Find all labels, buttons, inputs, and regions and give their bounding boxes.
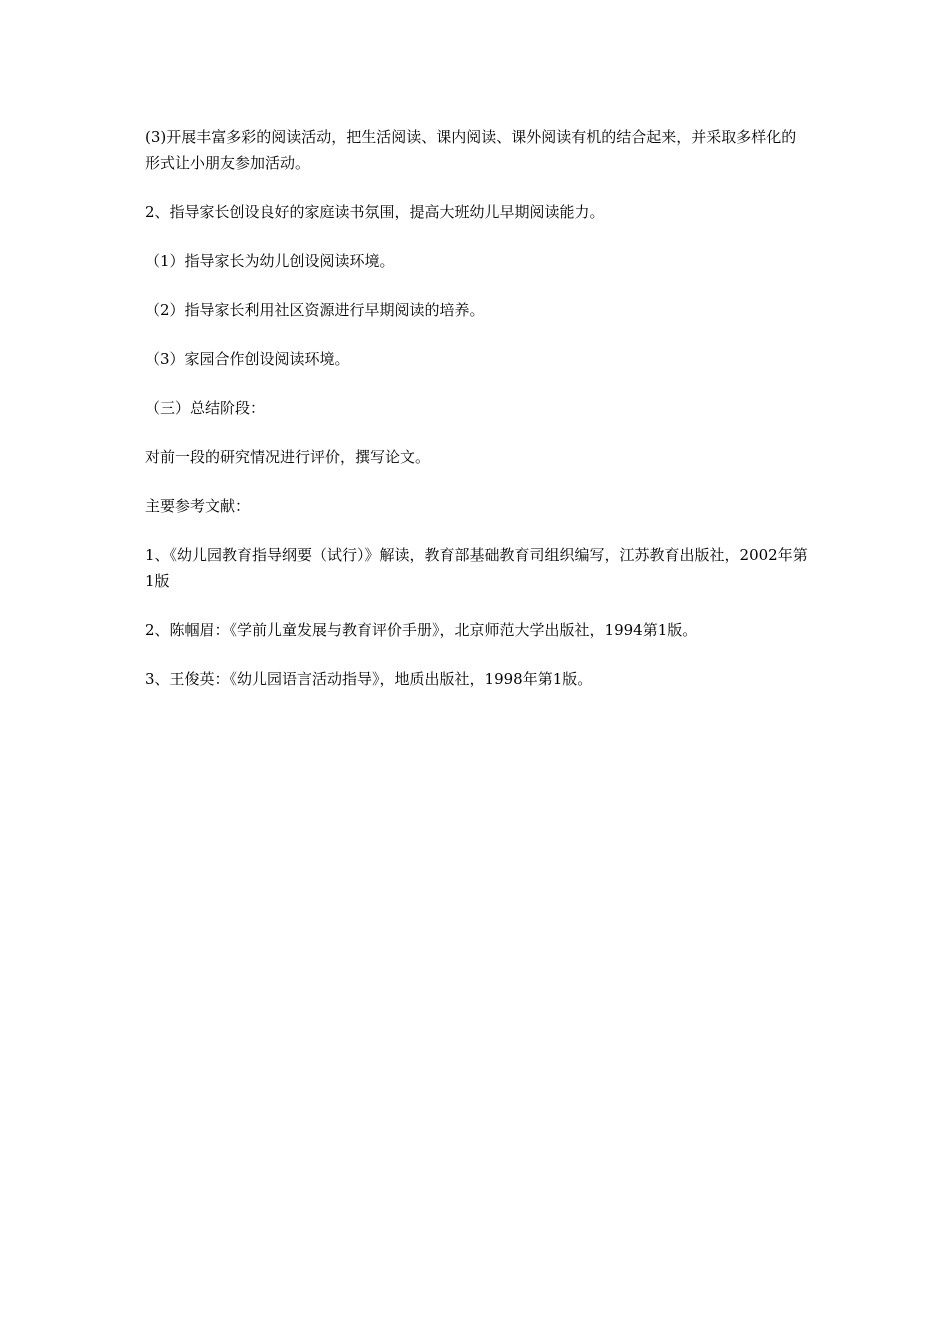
paragraph-activities: (3)开展丰富多彩的阅读活动，把生活阅读、课内阅读、课外阅读有机的结合起来，并采取多样化的形式让小朋友参加活动。 — [145, 128, 797, 172]
section-heading-summary: （三）总结阶段： — [145, 399, 266, 417]
paragraph-item-1: （1）指导家长为幼儿创设阅读环境。 — [145, 252, 395, 270]
references-heading: 主要参考文献： — [145, 497, 251, 515]
reference-item: 2、陈帼眉：《学前儿童发展与教育评价手册》，北京师范大学出版社，1994第1版。 — [145, 621, 698, 639]
paragraph-item-3: （3）家园合作创设阅读环境。 — [145, 350, 350, 368]
paragraph-item-2: （2）指导家长利用社区资源进行早期阅读的培养。 — [145, 301, 485, 319]
reference-item: 1、《幼儿园教育指导纲要（试行）》解读，教育部基础教育司组织编写，江苏教育出版社，2002年第1版 — [145, 546, 808, 590]
reference-item: 3、王俊英：《幼儿园语言活动指导》，地质出版社，1998年第1版。 — [145, 670, 593, 688]
paragraph-summary: 对前一段的研究情况进行评价，撰写论文。 — [145, 448, 431, 466]
paragraph-guide-parents: 2、指导家长创设良好的家庭读书氛围，提高大班幼儿早期阅读能力。 — [145, 203, 605, 221]
document-body — [145, 124, 810, 715]
